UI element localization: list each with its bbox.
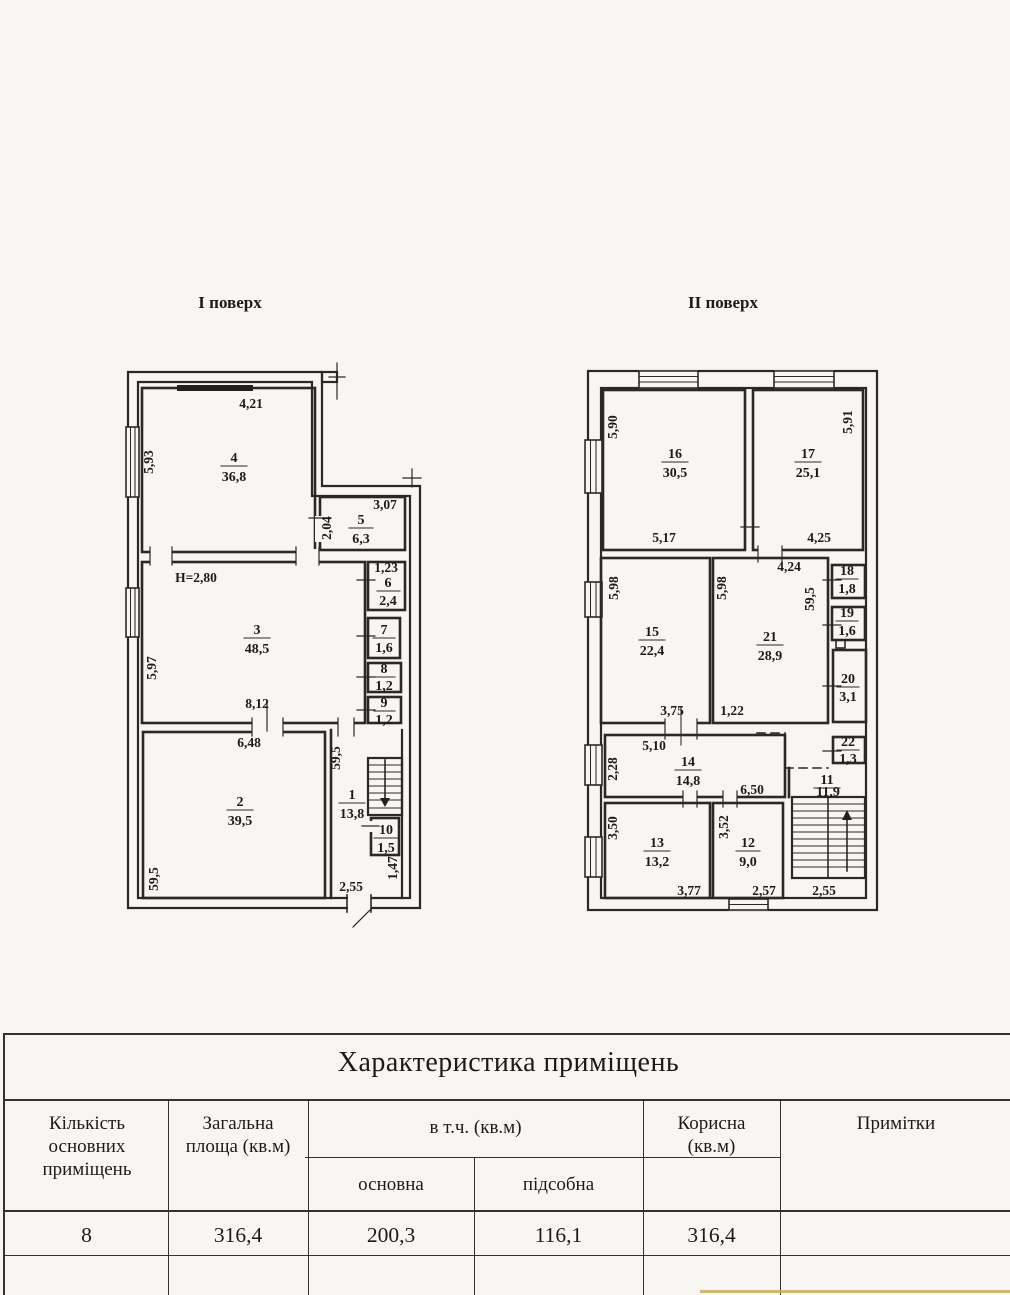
table-line xyxy=(5,1255,1010,1256)
dim-label: 59,5 xyxy=(328,746,343,770)
dim-label: 2,28 xyxy=(605,757,620,781)
room-area: 1,8 xyxy=(838,582,856,597)
room-number: 16 xyxy=(668,447,682,462)
dim-label: 1,47 xyxy=(385,856,400,880)
cell-aux: 116,1 xyxy=(534,1223,583,1247)
column-header-main: основна xyxy=(358,1174,424,1195)
room-area: 36,8 xyxy=(221,470,247,485)
column-header-useful: Корисна (кв.м) xyxy=(677,1113,746,1157)
room-number: 19 xyxy=(840,606,854,621)
room-area: 1,2 xyxy=(375,713,393,728)
dim-label: 2,04 xyxy=(319,516,334,540)
room-number: 1 xyxy=(348,788,356,803)
room-area: 28,9 xyxy=(757,649,783,664)
dim-label: 3,77 xyxy=(677,883,701,898)
dim-label: 3,50 xyxy=(605,816,620,840)
room-number: 12 xyxy=(741,836,755,851)
room-number: 14 xyxy=(681,755,695,770)
room-number: 2 xyxy=(236,795,244,810)
room-area: 2,4 xyxy=(379,594,397,609)
table-line xyxy=(168,1099,169,1295)
dim-label: 6,50 xyxy=(740,782,764,797)
ceiling-height-label: H=2,80 xyxy=(175,570,217,585)
room-area: 30,5 xyxy=(662,466,688,481)
column-header-qty: Кількість основних приміщень xyxy=(42,1113,132,1180)
room-number: 4 xyxy=(230,451,238,466)
room-number: 10 xyxy=(379,823,393,838)
dim-label: 2,55 xyxy=(339,879,363,894)
plan1-labels xyxy=(141,293,400,894)
room-area: 11,9 xyxy=(816,785,840,800)
dim-label: 5,91 xyxy=(840,410,855,434)
cell-main: 200,3 xyxy=(366,1223,416,1247)
column-header-notes: Примітки xyxy=(856,1113,936,1134)
table-line xyxy=(643,1099,644,1295)
dim-label: 5,17 xyxy=(652,530,676,545)
room-number: 15 xyxy=(645,625,659,640)
room-number: 17 xyxy=(801,447,815,462)
dim-label: 2,55 xyxy=(812,883,836,898)
dim-label: 59,5 xyxy=(802,587,817,611)
dim-label: 3,52 xyxy=(716,815,731,839)
room-number: 11 xyxy=(820,773,834,788)
room-area: 13,2 xyxy=(644,855,670,870)
table-line xyxy=(5,1099,1010,1101)
dim-label: 3,07 xyxy=(373,497,397,512)
room-number: 5 xyxy=(357,513,365,528)
scan-artifact-line xyxy=(700,1290,1010,1293)
room-area: 22,4 xyxy=(639,644,665,659)
cell-total: 316,4 xyxy=(213,1223,263,1247)
dim-label: 6,48 xyxy=(237,735,261,750)
room-number: 6 xyxy=(384,576,392,591)
dim-label: 5,98 xyxy=(606,576,621,600)
dim-label: 5,93 xyxy=(141,450,156,474)
dim-label: 3,75 xyxy=(660,703,684,718)
room-area: 14,8 xyxy=(675,774,701,789)
room-area: 6,3 xyxy=(352,532,370,547)
room-area: 3,1 xyxy=(839,690,857,705)
room-area: 1,2 xyxy=(375,679,393,694)
cell-useful: 316,4 xyxy=(687,1223,736,1247)
room-number: 13 xyxy=(650,836,664,851)
room-number: 21 xyxy=(763,630,777,645)
column-header-incl: в т.ч. (кв.м) xyxy=(429,1117,522,1138)
dim-label: 1,22 xyxy=(720,703,744,718)
room-area: 1,6 xyxy=(375,641,393,656)
room-area: 1,6 xyxy=(838,624,856,639)
room-area: 13,8 xyxy=(339,807,365,822)
room-area: 1,5 xyxy=(377,841,395,856)
dim-label: 1,23 xyxy=(374,560,398,575)
room-area: 48,5 xyxy=(244,642,270,657)
dim-label: 5,98 xyxy=(714,576,729,600)
room-number: 20 xyxy=(841,672,855,687)
plan2-title: ІІ поверх xyxy=(687,293,759,312)
table-title: Характеристика приміщень xyxy=(337,1047,680,1078)
dim-label: 2,57 xyxy=(752,883,776,898)
room-number: 3 xyxy=(253,623,261,638)
dim-label: 5,97 xyxy=(144,656,159,680)
room-area: 39,5 xyxy=(227,814,253,829)
column-header-total: Загальна площа (кв.м) xyxy=(185,1113,291,1157)
dim-label: 4,24 xyxy=(777,559,801,574)
table-line xyxy=(5,1210,1010,1212)
plan1-title: І поверх xyxy=(198,293,262,312)
room-area: 9,0 xyxy=(739,855,757,870)
room-number: 18 xyxy=(840,564,854,579)
premises-table xyxy=(3,1033,1010,1295)
dim-label: 4,25 xyxy=(807,530,831,545)
dim-label: 4,21 xyxy=(239,396,263,411)
room-area: 1,3 xyxy=(839,752,857,767)
dim-label: 59,5 xyxy=(146,867,161,891)
dim-label: 8,12 xyxy=(245,696,269,711)
dim-label: 5,90 xyxy=(605,415,620,439)
dim-label: 5,10 xyxy=(642,738,666,753)
room-number: 9 xyxy=(380,696,388,711)
column-header-aux: підсобна xyxy=(522,1174,595,1195)
room-number: 7 xyxy=(380,623,388,638)
room-number: 8 xyxy=(380,662,388,677)
room-area: 25,1 xyxy=(795,466,821,481)
room-number: 22 xyxy=(841,735,855,750)
cell-qty: 8 xyxy=(81,1223,92,1247)
